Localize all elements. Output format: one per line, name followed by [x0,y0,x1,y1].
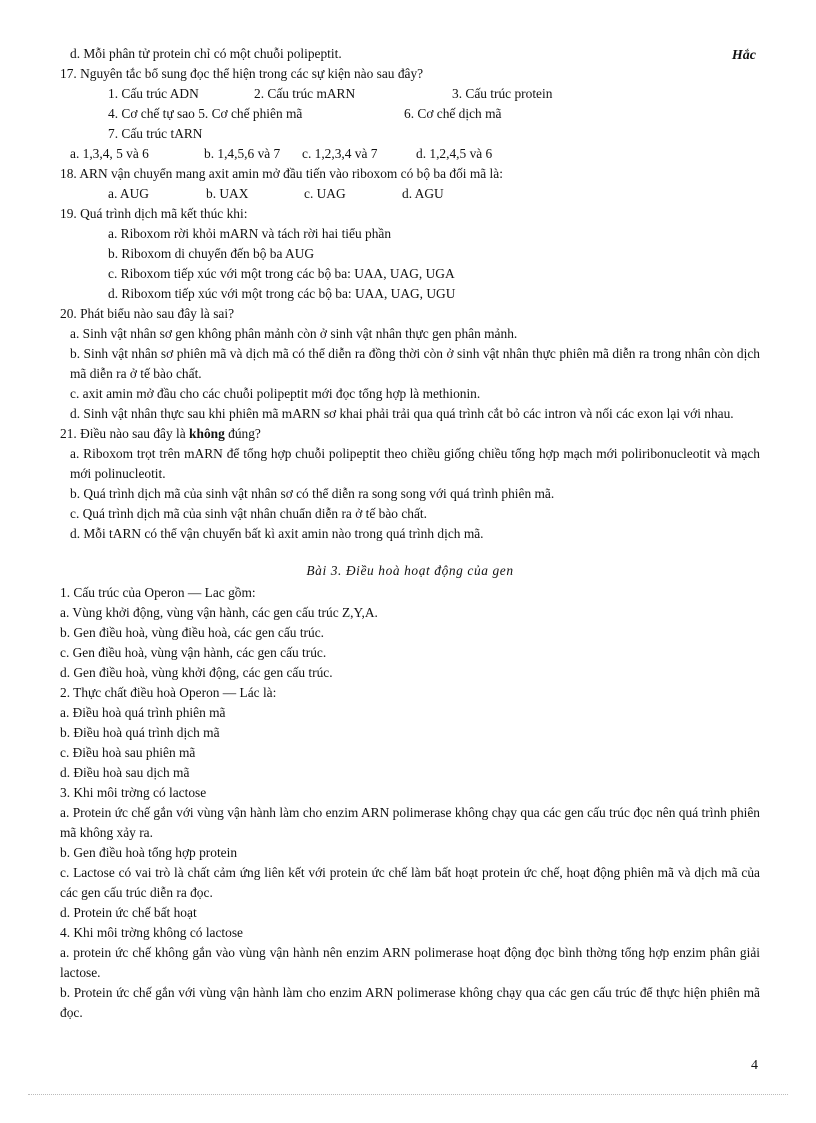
document-body [60,44,760,1023]
s3-q1-stem: 1. Cấu trúc của Operon — Lac gồm: [60,585,256,600]
s3-q3-stem: 3. Khi môi trờng có lactose [60,785,207,800]
q17-options-row-3 [60,124,760,144]
q19-answer-d: d. Riboxom tiếp xúc với một trong các bộ ba: UAA, UAG, UGU [108,286,456,301]
s3-q2-answer-d: d. Điều hoà sau dịch mã [60,765,190,780]
q21-stem-pre: 21. Điều nào sau đây là [60,426,190,441]
q17-opt1: 1. Cấu trúc ADN [108,86,199,101]
q18-stem: 18. ARN vận chuyển mang axit amin mở đầu tiến vào riboxom có bộ ba đối mã là: [60,166,503,181]
s3-q4-answer-a: a. protein ức chế không gắn vào vùng vận hành nên enzim ARN polimerase hoạt động đọc bình thờng tổng hợp enzim phân giải lactose. [60,945,760,980]
q21-stem [60,424,760,444]
footer-divider [28,1094,788,1095]
q17-opt7: 7. Cấu trúc tARN [108,126,203,141]
s3-q4-stem: 4. Khi môi trờng không có lactose [60,925,243,940]
s3-q1-answer-c: c. Gen điều hoà, vùng vận hành, các gen cấu trúc. [60,645,327,660]
q20-stem: 20. Phát biểu nào sau đây là sai? [60,306,235,321]
s3-q1-answer-d: d. Gen điều hoà, vùng khởi động, các gen cấu trúc. [60,665,333,680]
q16-option-d: d. Mỗi phân tử protein chỉ có một chuỗi polipeptit. [70,46,342,61]
s3-q3-answer-a: a. Protein ức chế gắn với vùng vận hành làm cho enzim ARN polimerase không chạy qua các gen cấu trúc đọc nên quá trình phiên mã không xảy ra. [60,805,760,840]
q20-answer-b: b. Sinh vật nhân sơ phiên mã và dịch mã có thể diễn ra đồng thời còn ở sinh vật nhân thực phiên mã diễn ra trong nhân còn dịch mã diễn ra ở tế bào chất. [70,346,760,381]
s3-q3-answer-d: d. Protein ức chế bất hoạt [60,905,197,920]
q19-answer-a: a. Riboxom rời khỏi mARN và tách rời hai tiểu phần [108,226,392,241]
q17-stem: 17. Nguyên tắc bổ sung đọc thể hiện trong các sự kiện nào sau đây? [60,66,424,81]
section-title: Bài 3. Điều hoà hoạt động của gen [306,563,514,578]
s3-q2-answer-b: b. Điều hoà quá trình dịch mã [60,725,220,740]
q21-answer-a: a. Riboxom trọt trên mARN để tổng hợp chuỗi polipeptit theo chiều giống chiều tổng hợp mạch mới poliribonucleotit và mạch mới polinucleotit. [70,446,760,481]
s3-q2-answer-a: a. Điều hoà quá trình phiên mã [60,705,226,720]
page-header-label: Hắc [731,48,756,63]
page-number: 4 [751,1058,758,1073]
q20-answer-d: d. Sinh vật nhân thực sau khi phiên mã mARN sơ khai phải trải qua quá trình cắt bỏ các intron và nối các exon lại với nhau. [70,406,734,421]
q17-options-row-2 [60,104,760,124]
q17-answer-a: a. 1,3,4, 5 và 6 [70,146,149,161]
q17-opt6: 6. Cơ chế dịch mã [404,106,502,121]
q21-stem-post: đúng? [224,426,261,441]
q18-answer-c: c. UAG [304,186,346,201]
s3-q1-answer-b: b. Gen điều hoà, vùng điều hoà, các gen cấu trúc. [60,625,324,640]
q17-opt2: 2. Cấu trúc mARN [254,86,356,101]
s3-q2-stem: 2. Thực chất điều hoà Operon — Lác là: [60,685,277,700]
s3-q3-answer-b: b. Gen điều hoà tổng hợp protein [60,845,238,860]
q19-answer-c: c. Riboxom tiếp xúc với một trong các bộ ba: UAA, UAG, UGA [108,266,455,281]
q21-answer-d: d. Mỗi tARN có thể vận chuyển bất kì axit amin nào trong quá trình dịch mã. [70,526,484,541]
s3-q2-answer-c: c. Điều hoà sau phiên mã [60,745,196,760]
s3-q4-answer-b: b. Protein ức chế gắn với vùng vận hành làm cho enzim ARN polimerase không chạy qua các gen cấu trúc để thực hiện phiên mã đọc. [60,985,760,1020]
q17-opt3: 3. Cấu trúc protein [452,86,553,101]
s3-q3-answer-c: c. Lactose có vai trò là chất cảm ứng liên kết với protein ức chế làm bất hoạt protein ức chế, hoạt động phiên mã và dịch mã của các gen cấu trúc diễn ra đọc. [60,865,760,900]
q21-stem-bold: không [189,426,225,441]
q18-answer-d: d. AGU [402,186,444,201]
q17-answer-d: d. 1,2,4,5 và 6 [416,146,493,161]
s3-q1-answer-a: a. Vùng khởi động, vùng vận hành, các gen cấu trúc Z,Y,A. [60,605,378,620]
q18-answer-a: a. AUG [108,186,149,201]
q17-opt4: 4. Cơ chế tự sao 5. Cơ chế phiên mã [108,106,303,121]
q21-answer-c: c. Quá trình dịch mã của sinh vật nhân chuẩn diễn ra ở tế bào chất. [70,506,427,521]
q18-answers [60,184,760,204]
q17-answer-b: b. 1,4,5,6 và 7 [204,146,281,161]
q18-answer-b: b. UAX [206,186,249,201]
q21-answer-b: b. Quá trình dịch mã của sinh vật nhân sơ có thể diễn ra song song với quá trình phiên mã. [70,486,555,501]
q19-stem: 19. Quá trình dịch mã kết thúc khi: [60,206,248,221]
q17-answers [60,144,760,164]
q20-answer-a: a. Sinh vật nhân sơ gen không phân mảnh còn ở sinh vật nhân thực gen phân mảnh. [70,326,518,341]
q19-answer-b: b. Riboxom di chuyển đến bộ ba AUG [108,246,315,261]
q17-options-row-1 [60,84,760,104]
q17-answer-c: c. 1,2,3,4 và 7 [302,146,378,161]
q20-answer-c: c. axit amin mở đầu cho các chuỗi polipeptit mới đọc tổng hợp là methionin. [70,386,481,401]
